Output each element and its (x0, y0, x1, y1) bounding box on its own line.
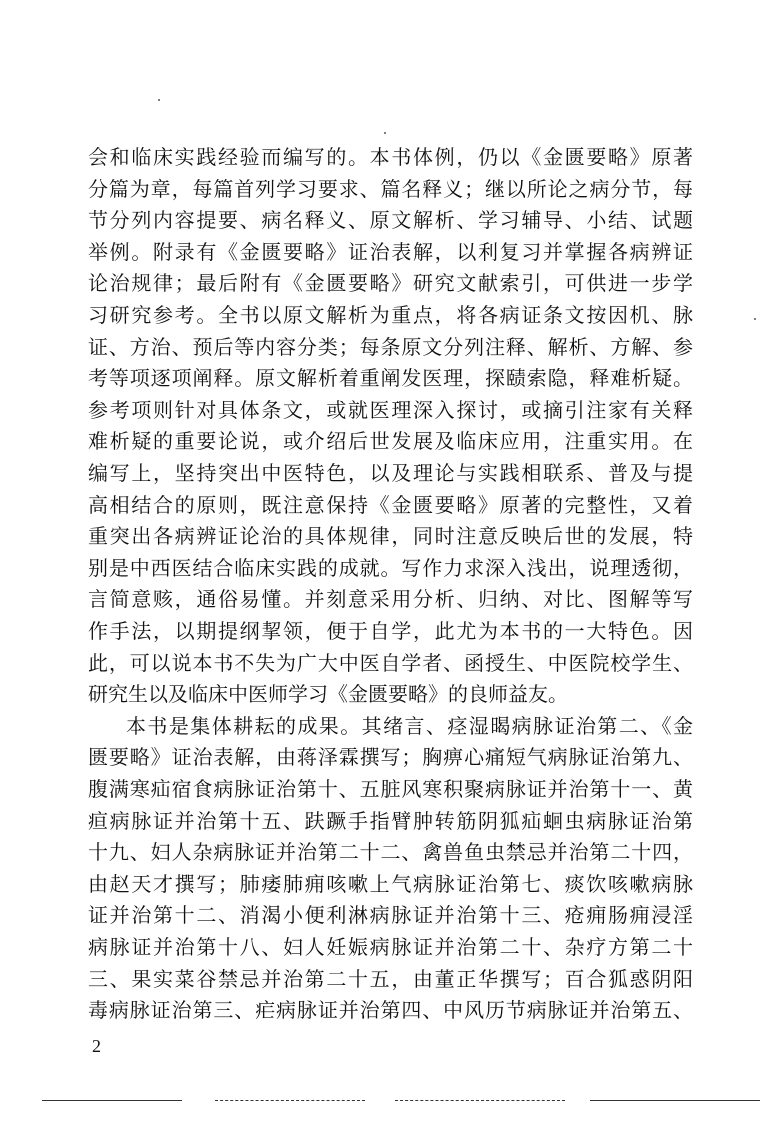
text-line: 考等项逐项阐释。原文解析着重阐发医理，探赜索隐，释难析疑。 (88, 366, 693, 391)
text-line: 由赵天才撰写；肺痿肺痈咳嗽上气病脉证治第七、痰饮咳嗽病脉 (88, 871, 693, 896)
text-line: 节分列内容提要、病名释义、原文解析、学习辅导、小结、试题 (88, 208, 693, 233)
text-line: 证并治第十二、消渴小便利淋病脉证并治第十三、疮痈肠痈浸淫 (88, 903, 693, 928)
text-line: 匮要略》证治表解，由蒋泽霖撰写；胸痹心痛短气病脉证治第九、 (88, 745, 693, 770)
text-line: 分篇为章，每篇首列学习要求、篇名释义；继以所论之病分节，每 (88, 176, 693, 201)
text-line: 举例。附录有《金匮要略》证治表解，以利复习并掌握各病辨证 (88, 239, 693, 264)
text-line: 难析疑的重要论说，或介绍后世发展及临床应用，注重实用。在 (88, 429, 693, 454)
page-number: 2 (92, 1036, 101, 1056)
scan-edge-line (42, 1100, 182, 1101)
scan-edge-line (395, 1100, 565, 1101)
text-line: 习研究参考。全书以原文解析为重点，将各病证条文按因机、脉 (88, 303, 693, 327)
text-line: 毒病脉证治第三、疟病脉证并治第四、中风历节病脉证并治第五、 (88, 998, 693, 1023)
text-line: 言简意赅，通俗易懂。并刻意采用分析、归纳、对比、图解等写 (88, 587, 693, 612)
text-line: 十九、妇人杂病脉证并治第二十二、禽兽鱼虫禁忌并治第二十四， (88, 840, 693, 865)
text-line: 会和临床实践经验而编写的。本书体例，仍以《金匮要略》原著 (88, 145, 693, 169)
text-line: 论治规律；最后附有《金匮要略》研究文献索引，可供进一步学 (88, 271, 693, 296)
scan-speck (754, 318, 756, 320)
text-line: 重突出各病辨证论治的具体规律，同时注意反映后世的发展，特 (88, 524, 693, 549)
text-line: 证、方治、预后等内容分类；每条原文分列注释、解析、方解、参 (88, 334, 693, 359)
text-line: 研究生以及临床中医师学习《金匮要略》的良师益友。 (88, 682, 568, 707)
text-line: 别是中西医结合临床实践的成就。写作力求深入浅出，说理透彻， (88, 555, 693, 580)
text-line: 此，可以说本书不失为广大中医自学者、函授生、中医院校学生、 (88, 650, 693, 675)
text-line: 参考项则针对具体条文，或就医理深入探讨，或摘引注家有关释 (88, 397, 693, 422)
text-line: 三、果实菜谷禁忌并治第二十五，由董正华撰写；百合狐惑阴阳 (88, 966, 693, 991)
text-line: 作手法，以期提纲挈领，便于自学，此尤为本书的一大特色。因 (88, 619, 693, 643)
scan-edge-line (215, 1100, 365, 1101)
scan-edge-line (590, 1100, 760, 1101)
text-line: 病脉证并治第十八、妇人妊娠病脉证并治第二十、杂疗方第二十 (88, 935, 693, 959)
text-line: 疸病脉证并治第十五、趺蹶手指臂肿转筋阴狐疝蛔虫病脉证治第 (88, 808, 693, 833)
scan-speck (158, 99, 160, 101)
text-line: 编写上，坚持突出中医特色，以及理论与实践相联系、普及与提 (88, 461, 693, 485)
text-line: 腹满寒疝宿食病脉证治第十、五脏风寒积聚病脉证并治第十一、黄 (88, 777, 693, 801)
text-line: 本书是集体耕耘的成果。其绪言、痉湿暍病脉证治第二、《金 (126, 713, 693, 738)
text-line: 高相结合的原则，既注意保持《金匮要略》原著的完整性，又着 (88, 492, 693, 517)
scan-speck (384, 132, 386, 134)
